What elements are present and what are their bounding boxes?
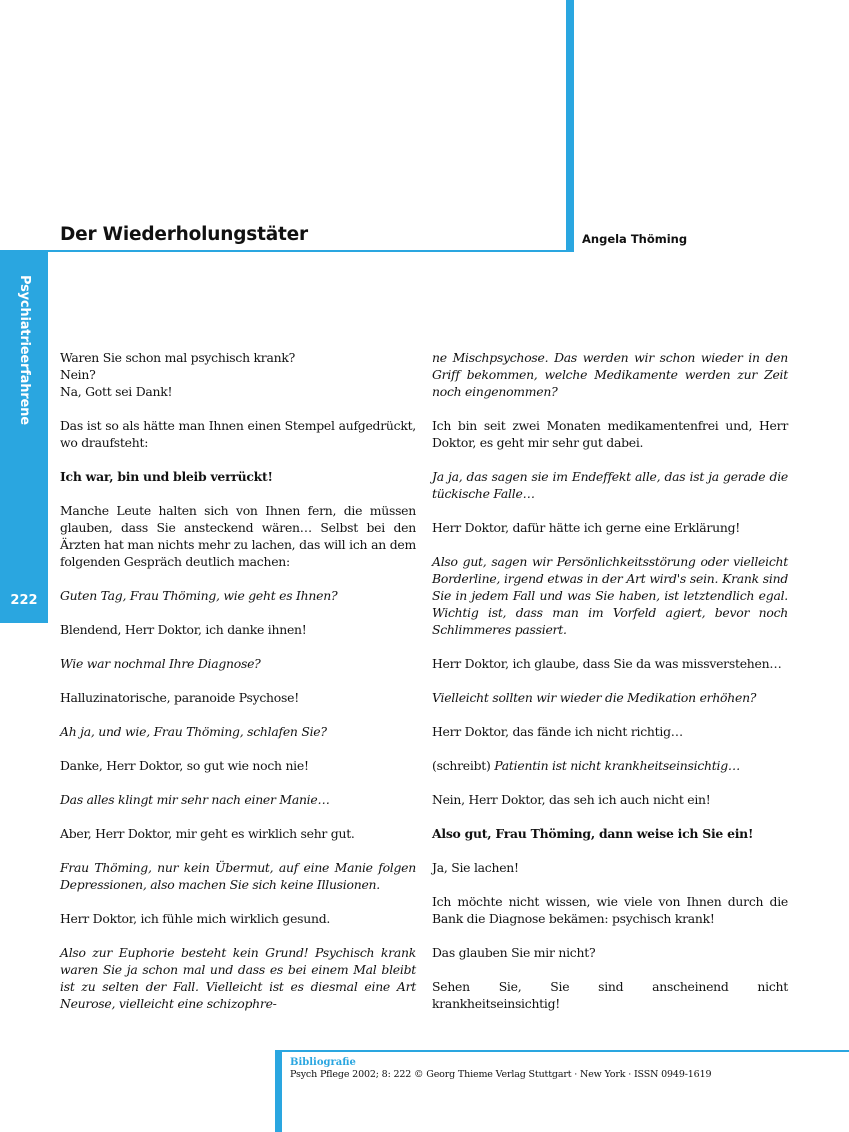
paragraph-doctor: Vielleicht sollten wir wieder die Medikation erhöhen? — [432, 690, 757, 705]
paragraph-patient: Ich möchte nicht wissen, wie viele von Ihnen durch die Bank die Diagnose bekämen: psychisch krank! — [432, 894, 788, 926]
paragraph-doctor: ne Mischpsychose. Das werden wir schon wieder in den Griff bekommen, welche Medikamente werden zur Zeit noch eingenommen? — [432, 350, 788, 399]
paragraph-doctor: Ah ja, und wie, Frau Thöming, schlafen Sie? — [60, 724, 327, 739]
section-label: Psychiatrieerfahrene — [17, 275, 32, 425]
paragraph-patient: Halluzinatorische, paranoide Psychose! — [60, 690, 299, 705]
article-author: Angela Thöming — [582, 232, 688, 246]
paragraph-doctor: Guten Tag, Frau Thöming, wie geht es Ihnen? — [60, 588, 338, 603]
paragraph-patient: Danke, Herr Doktor, so gut wie noch nie! — [60, 758, 309, 773]
bibliography-accent-bar — [275, 1050, 282, 1132]
paragraph-patient: Nein, Herr Doktor, das seh ich auch nicht ein! — [432, 792, 711, 807]
paragraph-patient: Aber, Herr Doktor, mir geht es wirklich sehr gut. — [60, 826, 355, 841]
paragraph-doctor: Ja ja, das sagen sie im Endeffekt alle, das ist ja gerade die tückische Falle… — [432, 469, 788, 501]
text-column-left — [60, 349, 416, 1012]
paragraph-doctor: Also zur Euphorie besteht kein Grund! Psychisch krank waren Sie ja schon mal und dass es bei einem Mal bleibt ist zu selten der Fall. Vielleicht ist es diesmal eine Art Neurose, vielleicht eine schizophre- — [60, 945, 416, 1011]
bibliography-heading: Bibliografie — [290, 1057, 356, 1068]
paragraph-patient: Herr Doktor, dafür hätte ich gerne eine Erklärung! — [432, 520, 740, 535]
paragraph-patient: Herr Doktor, ich fühle mich wirklich gesund. — [60, 911, 331, 926]
paragraph-patient: Blendend, Herr Doktor, ich danke ihnen! — [60, 622, 307, 637]
paragraph: Waren Sie schon mal psychisch krank? Nein? Na, Gott sei Dank! — [60, 350, 295, 399]
paragraph: Manche Leute halten sich von Ihnen fern, die müssen glauben, dass Sie ansteckend wären… Selbst bei den Ärzten hat man nichts mehr zu lachen, das will ich an dem folgenden Gespräch deutlich machen: — [60, 503, 416, 569]
paragraph-doctor: Das alles klingt mir sehr nach einer Manie… — [60, 792, 330, 807]
text-column-right — [432, 349, 788, 1012]
paragraph-patient: Das glauben Sie mir nicht? — [432, 945, 596, 960]
paragraph: Das ist so als hätte man Ihnen einen Stempel aufgedrückt, wo draufsteht: — [60, 418, 416, 450]
title-rule — [0, 250, 574, 252]
bibliography-text: Psych Pflege 2002; 8: 222 © Georg Thieme Verlag Stuttgart · New York · ISSN 0949-1619 — [290, 1069, 712, 1080]
paragraph-patient: Herr Doktor, das fände ich nicht richtig… — [432, 724, 683, 739]
paragraph-patient: Ich bin seit zwei Monaten medikamentenfrei und, Herr Doktor, es geht mir sehr gut dabei. — [432, 418, 788, 450]
paragraph-patient: Sehen Sie, Sie sind anscheinend nicht krankheitseinsichtig! — [432, 979, 788, 1011]
paragraph-bold: Ich war, bin und bleib verrückt! — [60, 469, 273, 484]
page-number: 222 — [10, 593, 38, 608]
bibliography-rule — [282, 1050, 849, 1052]
paragraph-doctor: Frau Thöming, nur kein Übermut, auf eine Manie folgen Depressionen, also machen Sie sich keine Illusionen. — [60, 860, 416, 892]
paragraph-doctor: Also gut, sagen wir Persönlichkeitsstörung oder vielleicht Borderline, irgend etwas in der Art wird's sein. Krank sind Sie in jedem Fall und was Sie haben, ist letztendlich egal. Wichtig ist, dass man im Vorfeld agiert, bevor noch Schlimmeres passiert. — [432, 554, 788, 637]
paragraph-bold: Also gut, Frau Thöming, dann weise ich Sie ein! — [432, 826, 754, 841]
paragraph-mixed: (schreibt) Patientin ist nicht krankheitseinsichtig… — [432, 758, 741, 773]
article-title: Der Wiederholungstäter — [60, 224, 308, 245]
paragraph-patient: Ja, Sie lachen! — [432, 860, 519, 875]
paragraph-patient: Herr Doktor, ich glaube, dass Sie da was missverstehen… — [432, 656, 782, 671]
paragraph-doctor: Wie war nochmal Ihre Diagnose? — [60, 656, 261, 671]
top-accent-bar — [566, 0, 574, 252]
